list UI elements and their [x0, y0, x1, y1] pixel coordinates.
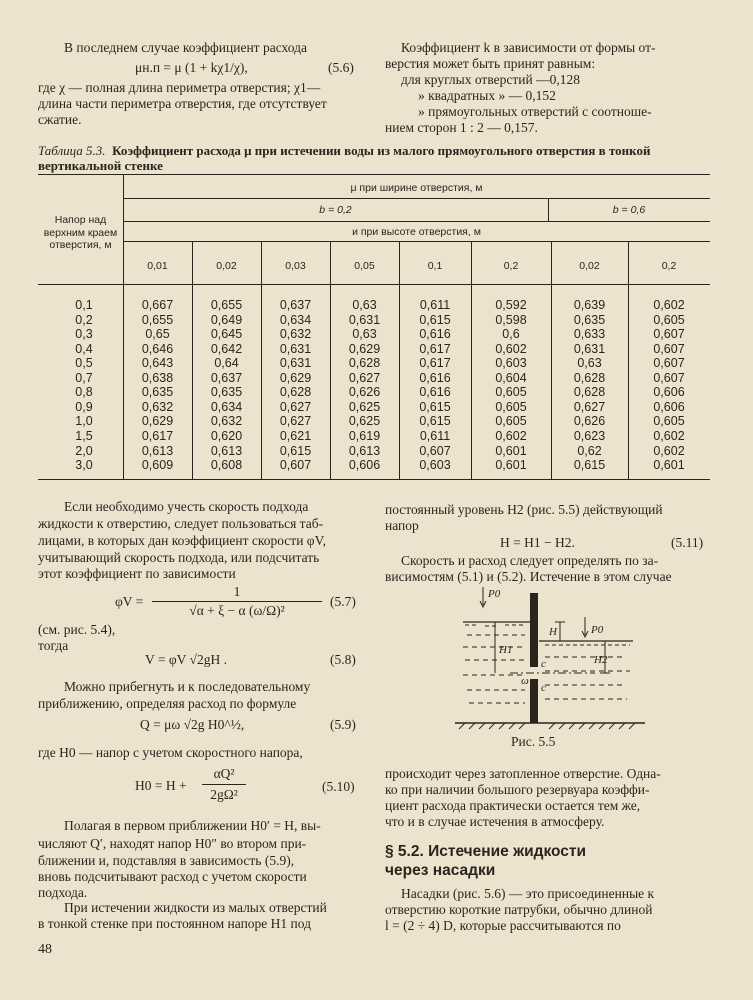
- text-line: Насадки (рис. 5.6) — это присоединенные к: [401, 886, 655, 901]
- table-cell: 0,606: [653, 385, 685, 400]
- table-cell: 0,613: [210, 443, 243, 458]
- table-cell: 0,603: [495, 356, 527, 371]
- table-cell: 0,643: [141, 356, 174, 371]
- row-header-line: отверстия, м: [49, 239, 112, 251]
- text-line: приближению, определяя расход по формуле: [38, 696, 297, 711]
- equation-5-10-denominator: 2gΩ²: [210, 787, 238, 802]
- row-header: [38, 214, 123, 252]
- table-cell: 0,619: [348, 428, 381, 443]
- table-cell: 0,616: [419, 327, 451, 342]
- table-row-head: 1,5: [75, 428, 93, 443]
- table-cell: 0,63: [577, 356, 602, 371]
- table-cell: 0,607: [653, 356, 685, 371]
- equation-5-7-numerator: 1: [233, 584, 241, 599]
- row-header-line: Напор над: [54, 214, 107, 226]
- table-row-head: 0,7: [75, 370, 93, 385]
- text-line: где H0 — напор с учетом скоростного напора,: [38, 745, 303, 760]
- table-cell: 0,607: [653, 370, 685, 385]
- table-cell: 0,65: [145, 327, 170, 342]
- column-height-header: 0,02: [579, 260, 600, 272]
- table-cell: 0,63: [352, 298, 377, 312]
- table-cell: 0,633: [573, 327, 606, 342]
- text-line: где χ — полная длина периметра отверстия; χ1—: [38, 80, 321, 95]
- table-cell: 0,626: [348, 385, 381, 400]
- text-line: этот коэффициент по зависимости: [38, 566, 236, 581]
- table-cell: 0,602: [653, 298, 685, 312]
- table-row-head: 0,1: [75, 298, 93, 312]
- b2-header: b = 0,6: [612, 204, 646, 216]
- table-cell: 0,605: [653, 312, 685, 327]
- text-line: В последнем случае коэффициент расхода: [64, 40, 307, 55]
- table-cell: 0,627: [348, 370, 381, 385]
- table-rule-bottom: [38, 479, 710, 480]
- table-cell: 0,608: [210, 458, 243, 473]
- table-cell: 0,635: [210, 385, 243, 400]
- table-rule-header-bottom: [38, 284, 710, 285]
- text-line: вновь подсчитывают расход с учетом скорости: [38, 869, 307, 884]
- table-cell: 0,606: [653, 399, 685, 414]
- table-cell: 0,632: [279, 327, 312, 342]
- equation-number: (5.9): [330, 717, 356, 732]
- table-cell: 0,625: [348, 414, 381, 429]
- table-cell: 0,629: [348, 341, 381, 356]
- page-number: 48: [38, 942, 52, 957]
- text-line: ко при наличии большого резервуара коэффи-: [385, 782, 650, 797]
- table-cell: 0,602: [653, 428, 685, 443]
- table-row-head: 0,3: [75, 327, 93, 342]
- row-header-line: верхним краем: [43, 226, 118, 239]
- table-cell: 0,605: [495, 414, 527, 429]
- table-cell: 0,602: [495, 341, 527, 356]
- table-cell: 0,632: [210, 414, 243, 429]
- table-cell: 0,621: [279, 428, 312, 443]
- column-height-header: 0,03: [285, 260, 306, 272]
- table-cell: 0,607: [279, 458, 312, 473]
- table-cell: 0,631: [279, 356, 312, 371]
- text-line: числяют Q′, находят напор H0″ во втором при-: [38, 836, 307, 851]
- column-height-header: 0,05: [354, 260, 375, 272]
- table-cell: 0,607: [653, 341, 685, 356]
- table-row-head: 0,4: [75, 341, 93, 356]
- table-cell: 0,617: [419, 356, 451, 371]
- table-rule: [123, 241, 710, 242]
- equation-number: (5.7): [330, 594, 356, 609]
- text-line: происходит через затопленное отверстие. Одна-: [385, 766, 661, 781]
- text-line: нием сторон 1 : 2 — 0,157.: [385, 120, 538, 135]
- equation-number: (5.8): [330, 652, 356, 667]
- equation-number: (5.11): [671, 535, 704, 550]
- table-cell: 0,615: [573, 458, 606, 473]
- section-heading-line: § 5.2. Истечение жидкости: [385, 843, 587, 860]
- table-cell: 0,63: [352, 327, 377, 342]
- table-cell: 0,629: [279, 370, 312, 385]
- table-cell: 0,655: [210, 298, 243, 312]
- table-cell: 0,607: [419, 443, 451, 458]
- table-cell: 0,667: [141, 298, 174, 312]
- table-row-head: 1,0: [75, 414, 93, 429]
- table-cell: 0,629: [141, 414, 174, 429]
- text-line: для круглых отверстий —0,128: [401, 72, 580, 87]
- data-table: [38, 174, 710, 479]
- table-cell: 0,609: [141, 458, 174, 473]
- equation-5-10-lhs: H0 = H +: [135, 778, 187, 793]
- column-height-header: 0,1: [427, 260, 443, 272]
- table-cell: 0,601: [653, 458, 685, 473]
- section-heading: [385, 842, 586, 880]
- text-line: » прямоугольных отверстий с соотноше-: [418, 104, 652, 119]
- column-height-header: 0,02: [216, 260, 237, 272]
- text-line: (см. рис. 5.4),: [38, 622, 116, 637]
- fig-label-c: c: [541, 658, 546, 670]
- table-cell: 0,637: [279, 298, 312, 312]
- text-line: напор: [385, 518, 419, 533]
- table-cell: 0,616: [419, 385, 451, 400]
- fig-label-h1: H1: [499, 644, 513, 656]
- table-row-head: 0,5: [75, 356, 93, 371]
- text-line: длина части периметра отверстия, где отсутствует: [38, 96, 327, 111]
- table-cell: 0,631: [573, 341, 606, 356]
- table-rule-top: [38, 174, 710, 175]
- text-line: Полагая в первом приближении H0′ = H, вы-: [64, 818, 321, 833]
- fig-label-c: c: [541, 682, 546, 694]
- column-height-header: 0,01: [147, 260, 168, 272]
- table-cell: 0,616: [419, 370, 451, 385]
- fig-label-p0: P0: [488, 588, 501, 600]
- table-cell: 0,625: [348, 399, 381, 414]
- equation-5-11: H = H1 − H2.: [500, 535, 575, 550]
- text-line: Можно прибегнуть и к последовательному: [64, 679, 311, 694]
- column-height-header: 0,2: [503, 260, 519, 272]
- equation-5-6: μн.п = μ (1 + kχ1/χ),: [135, 60, 248, 75]
- text-line: ближении и, подставляя в зависимость (5.9),: [38, 853, 295, 868]
- table-cell: 0,620: [210, 428, 243, 443]
- table-cell: 0,642: [210, 341, 243, 356]
- text-line: отверстию короткие патрубки, обычно длиной: [385, 902, 653, 917]
- table-cell: 0,649: [210, 312, 243, 327]
- table-cell: 0,628: [279, 385, 312, 400]
- text-line: l = (2 ÷ 4) D, которые рассчитываются по: [385, 918, 621, 933]
- text-line: жидкости к отверстию, следует пользоваться таб-: [38, 516, 324, 531]
- table-cell: 0,655: [141, 312, 174, 327]
- equation-5-7-denominator: √α + ξ − α (ω/Ω)²: [189, 603, 285, 618]
- table-cell: 0,602: [653, 443, 685, 458]
- table-cell: 0,635: [573, 312, 606, 327]
- table-cell: 0,601: [495, 458, 527, 473]
- fig-label-h2: H2: [594, 654, 608, 666]
- fig-label-h: H: [549, 626, 557, 638]
- text-line: При истечении жидкости из малых отверстий: [64, 900, 327, 915]
- table-cell: 0,623: [573, 428, 606, 443]
- table-rule: [123, 198, 710, 199]
- table-row-head: 3,0: [75, 458, 93, 473]
- table-cell: 0,603: [419, 458, 451, 473]
- table-cell: 0,605: [495, 385, 527, 400]
- equation-5-7-lhs: φV =: [115, 594, 144, 609]
- fig-label-p0: P0: [591, 624, 604, 636]
- table-cell: 0,605: [495, 399, 527, 414]
- table-cell: 0,601: [495, 443, 527, 458]
- table-cell: 0,615: [419, 399, 451, 414]
- table-cell: 0,628: [573, 385, 606, 400]
- table-cell: 0,611: [419, 298, 451, 312]
- text-line: Коэффициент k в зависимости от формы от-: [401, 40, 656, 55]
- text-line: лицами, в которых дан коэффициент скорости φV,: [38, 533, 326, 548]
- table-caption-label: Таблица 5.3.: [38, 143, 106, 158]
- table-cell: 0,615: [279, 443, 312, 458]
- section-heading-line: через насадки: [385, 862, 496, 879]
- table-cell: 0,628: [573, 370, 606, 385]
- text-line: Скорость и расход следует определять по за-: [401, 553, 659, 568]
- fig-label-omega: ω: [521, 675, 529, 687]
- table-cell: 0,617: [419, 341, 451, 356]
- text-line: сжатие.: [38, 112, 82, 127]
- table-cell: 0,627: [279, 414, 312, 429]
- fraction-bar: [152, 601, 322, 602]
- table-caption: [38, 143, 718, 173]
- table-cell: 0,604: [495, 370, 527, 385]
- table-cell: 0,617: [141, 428, 174, 443]
- table-cell: 0,605: [653, 414, 685, 429]
- column-height-header: 0,2: [661, 260, 677, 272]
- table-cell: 0,635: [141, 385, 174, 400]
- table-cell: 0,645: [210, 327, 243, 342]
- text-line: Если необходимо учесть скорость подхода: [64, 499, 309, 514]
- figure-caption: Рис. 5.5: [511, 734, 556, 749]
- table-cell: 0,631: [348, 312, 381, 327]
- text-line: в тонкой стенке при постоянном напоре H1 под: [38, 916, 311, 931]
- equation-5-8: V = φV √2gH .: [145, 652, 227, 667]
- table-row-head: 0,2: [75, 312, 93, 327]
- text-line: учитывающий скорость подхода, или подсчитать: [38, 550, 320, 565]
- table-row-head: 2,0: [75, 443, 93, 458]
- text-line: висимостям (5.1) и (5.2). Истечение в этом случае: [385, 569, 672, 584]
- table-cell: 0,639: [573, 298, 606, 312]
- table-cell: 0,646: [141, 341, 174, 356]
- equation-number: (5.6): [328, 60, 354, 75]
- text-line: » квадратных » — 0,152: [418, 88, 556, 103]
- table-cell: 0,598: [495, 312, 527, 327]
- text-line: верстия может быть принят равным:: [385, 56, 596, 71]
- table-cell: 0,602: [495, 428, 527, 443]
- text-line: тогда: [38, 638, 69, 653]
- table-cell: 0,628: [348, 356, 381, 371]
- table-cell: 0,615: [419, 312, 451, 327]
- table-cell: 0,632: [141, 399, 174, 414]
- table-cell: 0,615: [419, 414, 451, 429]
- table-cell: 0,638: [141, 370, 174, 385]
- table-cell: 0,64: [214, 356, 239, 371]
- text-line: подхода.: [38, 885, 88, 900]
- table-cell: 0,606: [348, 458, 381, 473]
- table-rule: [123, 221, 710, 222]
- table-cell: 0,607: [653, 327, 685, 342]
- table-cell: 0,626: [573, 414, 606, 429]
- table-cell: 0,634: [279, 312, 312, 327]
- table-cell: 0,631: [279, 341, 312, 356]
- table-cell: 0,634: [210, 399, 243, 414]
- table-cell: 0,6: [502, 327, 520, 342]
- height-header: и при высоте отверстия, м: [352, 226, 481, 238]
- mu-header: μ при ширине отверстия, м: [350, 182, 483, 194]
- table-cell: 0,627: [279, 399, 312, 414]
- text-line: циент расхода практически остается тем же,: [385, 798, 641, 813]
- table-cell: 0,613: [348, 443, 381, 458]
- text-line: что и в случае истечения в атмосферу.: [385, 814, 605, 829]
- table-cell: 0,62: [577, 443, 602, 458]
- equation-5-10-numerator: αQ²: [213, 766, 235, 781]
- table-caption-text: Коэффициент расхода μ при истечении воды из малого прямоугольного отверстия в тонкой вертикальной стенке: [38, 143, 651, 173]
- equation-number: (5.10): [322, 779, 355, 794]
- table-row-head: 0,9: [75, 399, 93, 414]
- table-cell: 0,627: [573, 399, 606, 414]
- text-line: постоянный уровень H2 (рис. 5.5) действующий: [385, 502, 663, 517]
- b1-header: b = 0,2: [319, 204, 352, 216]
- figure-5-5: [455, 585, 645, 730]
- fraction-bar: [202, 784, 246, 785]
- table-cell: 0,611: [419, 428, 451, 443]
- table-cell: 0,613: [141, 443, 174, 458]
- table-row-head: 0,8: [75, 385, 93, 400]
- equation-5-9: Q = μω √2g H0^½,: [140, 717, 245, 732]
- table-cell: 0,592: [495, 298, 527, 312]
- table-cell: 0,637: [210, 370, 243, 385]
